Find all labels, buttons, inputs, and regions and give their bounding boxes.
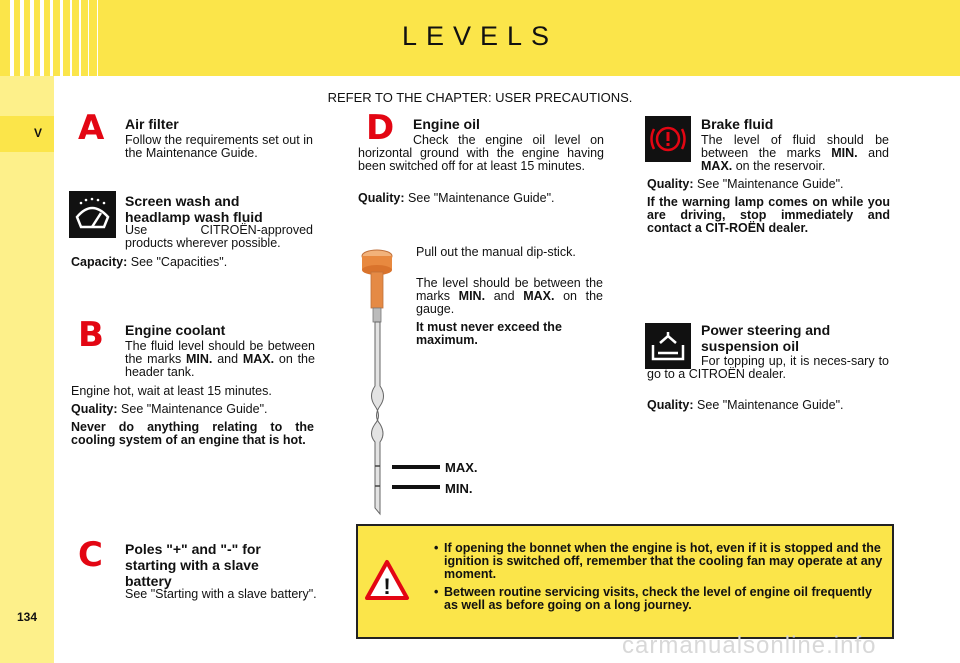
- header-stripe: [30, 0, 34, 76]
- washer-icon: [69, 191, 116, 238]
- power-steering-text: For topping up, it is neces-sary to go to a CITROËN dealer.: [647, 354, 889, 381]
- screen-wash-text: Use CITROËN-approved products wherever possible.: [125, 223, 313, 250]
- section-letter-c: C: [78, 535, 103, 575]
- coolant-and: and: [217, 352, 239, 366]
- poles-text: See "Starting with a slave battery".: [125, 587, 317, 601]
- coolant-text-post: on the header tank.: [125, 352, 315, 379]
- engine-oil-title: Engine oil: [413, 116, 480, 132]
- header-stripe: [79, 0, 81, 76]
- coolant-min: MIN.: [186, 352, 213, 366]
- coolant-text-pre: The fluid level should be between the marks: [125, 339, 315, 366]
- power-steering-quality-text: See "Maintenance Guide".: [697, 398, 844, 412]
- dipstick-min: MIN.: [458, 289, 486, 303]
- engine-oil-quality: [358, 192, 608, 205]
- section-letter-a: A: [78, 108, 105, 148]
- dipstick-text2-pre: The level should be between the marks: [416, 276, 603, 303]
- coolant-hot: Engine hot, wait at least 15 minutes.: [71, 384, 272, 398]
- capacity-text: See "Capacities".: [130, 255, 228, 269]
- brake-quality-text: See "Maintenance Guide".: [697, 177, 844, 191]
- poles-title-line2: starting with a slave: [125, 557, 259, 573]
- max-label: MAX.: [445, 460, 478, 475]
- header-stripe: [10, 0, 14, 76]
- header-stripe: [50, 0, 53, 76]
- dipstick-text1: Pull out the manual dip-stick.: [416, 245, 576, 259]
- dipstick-text2: [416, 277, 603, 316]
- air-filter-title: Air filter: [125, 116, 179, 132]
- header-stripe: [88, 0, 89, 76]
- dipstick-and: and: [493, 289, 515, 303]
- warning-glyph: !: [383, 574, 391, 599]
- engine-oil-quality-label: Quality:: [358, 191, 405, 205]
- sidebar: [0, 76, 54, 663]
- brake-and: and: [868, 146, 890, 160]
- page-number: 134: [16, 610, 38, 624]
- bullet-2: •: [434, 585, 439, 599]
- section-letter-d: D: [366, 108, 395, 148]
- warning-item-1: If opening the bonnet when the engine is hot, even if it is stopped and the ignition is switched off, remember that the cooling fan may operate at any moment.: [444, 541, 883, 581]
- header-stripe: [97, 0, 98, 76]
- capacity-label: Capacity:: [71, 255, 128, 269]
- power-steering-quality-label: Quality:: [647, 398, 694, 412]
- refer-note: REFER TO THE CHAPTER: USER PRECAUTIONS.: [327, 90, 633, 105]
- poles-title-line3: battery: [125, 573, 172, 589]
- washer-icon-svg: [69, 191, 116, 238]
- section-letter-b: B: [78, 315, 104, 355]
- dipstick-never: It must never exceed the maximum.: [416, 320, 562, 347]
- screen-wash-title-line1: Screen wash and: [125, 193, 240, 209]
- header-stripe: [70, 0, 72, 76]
- coolant-max: MAX.: [242, 352, 275, 366]
- engine-oil-quality-text: See "Maintenance Guide".: [408, 191, 555, 205]
- coolant-text: [125, 340, 315, 379]
- watermark: carmanualsonline.info: [622, 632, 877, 659]
- dipstick-max: MAX.: [523, 289, 555, 303]
- screen-wash-title-line2: headlamp wash fluid: [125, 209, 263, 225]
- min-indicator-line: [392, 485, 440, 489]
- header-stripe: [60, 0, 63, 76]
- power-steering-title: [701, 322, 891, 354]
- screen-wash-capacity: [71, 256, 321, 269]
- air-filter-text: Follow the requirements set out in the Maintenance Guide.: [125, 133, 313, 160]
- coolant-quality-label: Quality:: [71, 402, 118, 416]
- power-steering-title-line1: Power steering and: [701, 322, 831, 338]
- poles-title: [125, 541, 325, 589]
- brake-max: MAX.: [701, 159, 733, 173]
- coolant-title: Engine coolant: [125, 322, 226, 338]
- brake-warning-icon: [645, 116, 691, 162]
- brake-quality: [647, 178, 897, 191]
- coolant-never: Never do anything relating to the cooling system of an engine that is hot.: [71, 420, 314, 447]
- bullet-1: •: [434, 541, 439, 555]
- screen-wash-title: [125, 193, 315, 225]
- warning-box: [356, 524, 894, 639]
- brake-icon-svg: [645, 116, 691, 162]
- page-title: LEVELS: [401, 21, 559, 51]
- warning-item-2: Between routine servicing visits, check the level of engine oil frequently as well as before going on a long journey.: [444, 585, 872, 612]
- brake-text: [701, 134, 889, 173]
- poles-title-line1: Poles "+" and "-" for: [125, 541, 261, 557]
- chapter-label: V: [33, 126, 42, 140]
- header-stripe: [20, 0, 24, 76]
- brake-text-pre: The level of fluid should be between the marks: [701, 133, 889, 160]
- brake-title: Brake fluid: [701, 116, 774, 132]
- engine-oil-text: Check the engine oil level on horizontal ground with the engine having been switched off for at least 15 minutes.: [358, 133, 604, 173]
- brake-quality-label: Quality:: [647, 177, 694, 191]
- warning-triangle-icon: [364, 559, 410, 601]
- brake-text-post: on the reservoir.: [735, 159, 826, 173]
- header-stripe: [40, 0, 44, 76]
- coolant-quality: [71, 403, 321, 416]
- dipstick-text2-post: on the gauge.: [416, 289, 604, 316]
- brake-min: MIN.: [831, 146, 858, 160]
- power-steering-title-line2: suspension oil: [701, 338, 800, 354]
- power-steering-quality: [647, 399, 897, 412]
- min-label: MIN.: [445, 481, 473, 496]
- max-indicator-line: [392, 465, 440, 469]
- brake-warning-text: If the warning lamp comes on while you are driving, stop immediately and contact a CIT-ROËN dealer.: [647, 195, 890, 235]
- coolant-quality-text: See "Maintenance Guide".: [121, 402, 268, 416]
